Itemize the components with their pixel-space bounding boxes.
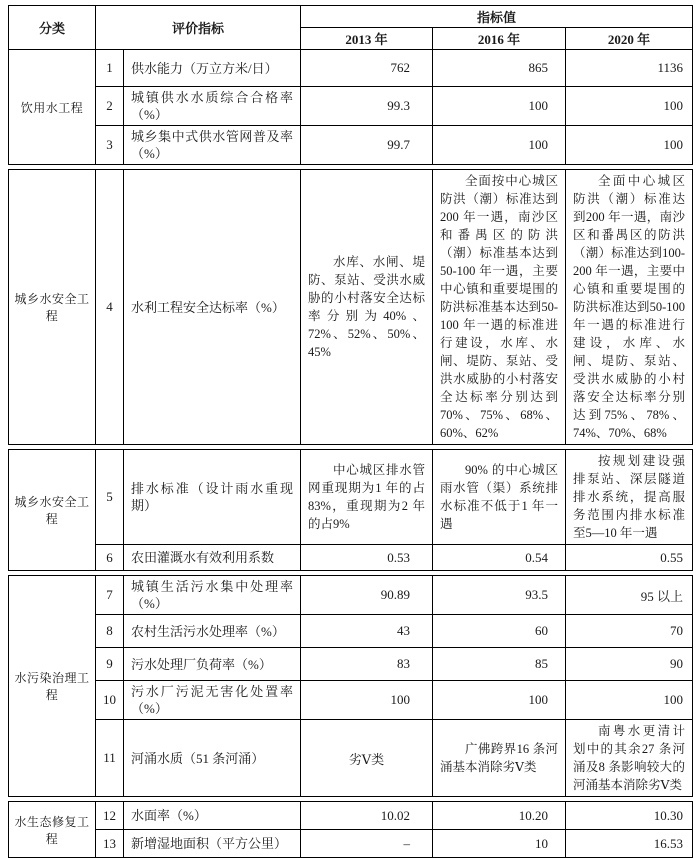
table-row [9,50,693,87]
value-cell-2016 [433,170,566,445]
value-cell-2016: 100 [433,87,566,126]
row-number: 7 [96,576,124,615]
paragraph: 水库、水闸、堤防、泵站、受洪水威胁的小村落安全达标率分别为40%、72%、52%、50%、45% [308,255,425,359]
value-cell-2016: 93.5 [433,576,566,615]
table-row [9,648,693,681]
value-cell-2016: 10.20 [433,802,566,830]
value-cell-2016: 865 [433,50,566,87]
header-year-2013: 2013 年 [301,28,433,50]
table-section-water-safety-2 [8,449,693,571]
value-cell-2016: 0.54 [433,545,566,571]
value-cell-2020: 70 [566,615,693,648]
value-cell-2020: 100 [566,87,693,126]
value-cell-2020: 10.30 [566,802,693,830]
indicator-cell: 农田灌溉水有效利用系数 [124,545,301,571]
row-number: 10 [96,681,124,720]
value-cell-2013: 99.3 [301,87,433,126]
category-cell: 饮用水工程 [9,50,96,165]
value-cell-2013: 83 [301,648,433,681]
value-cell-2016: 60 [433,615,566,648]
paragraph: 广佛跨界16 条河涌基本消除劣Ⅴ类 [440,742,558,774]
paragraph: 90% 的中心城区雨水管（渠）系统排水标准不低于1 年一遇 [440,463,558,531]
table-row [9,681,693,720]
value-cell-2013 [301,450,433,545]
value-cell-2020: 100 [566,126,693,165]
paragraph: 中心城区排水管网重现期为1 年的占83%，重现期为2 年的占9% [308,463,425,531]
header-category: 分类 [9,6,96,50]
paragraph: 全面中心城区防洪（潮）标准达到200 年一遇，南沙区和番禺区的防洪（潮）标准达到100-200 年一遇，主要中心镇和重要堤围的防洪标准达到50-100 年一遇的标准进行建设，水库、水闸、堤防、泵站、受洪水威胁的小村落安全达标率分别达到75%、78%、74%、70%、68% [573,174,685,440]
table-row [9,87,693,126]
value-cell-2020 [566,720,693,797]
table-row [9,170,693,445]
value-cell-2013: 100 [301,681,433,720]
table-section-pollution-control [8,575,693,797]
table-row [9,720,693,797]
value-cell-2016: 85 [433,648,566,681]
header-indicator: 评价指标 [96,6,301,50]
value-cell-2013: 0.53 [301,545,433,571]
value-cell-2020: 100 [566,681,693,720]
indicator-table [8,5,692,858]
table-row [9,576,693,615]
indicator-cell: 城镇生活污水集中处理率（%） [124,576,301,615]
category-cell: 水生态修复工程 [9,802,96,858]
row-number: 1 [96,50,124,87]
header-year-2016: 2016 年 [433,28,566,50]
indicator-cell: 新增湿地面积（平方公里） [124,830,301,858]
table-row [9,545,693,571]
value-cell-2013: 10.02 [301,802,433,830]
value-cell-2016 [433,450,566,545]
table-row [9,450,693,545]
value-cell-2020: 90 [566,648,693,681]
row-number: 6 [96,545,124,571]
value-cell-2013: 劣Ⅴ类 [301,720,433,797]
indicator-cell: 城镇供水水质综合合格率（%） [124,87,301,126]
value-cell-2016: 100 [433,681,566,720]
indicator-cell: 河涌水质（51 条河涌） [124,720,301,797]
indicator-cell: 水利工程安全达标率（%） [124,170,301,445]
indicator-cell: 供水能力（万立方米/日） [124,50,301,87]
value-cell-2013: 43 [301,615,433,648]
value-cell-2020: 95 以上 [566,576,693,615]
row-number: 8 [96,615,124,648]
value-cell-2020: 0.55 [566,545,693,571]
value-cell-2020 [566,170,693,445]
table-row [9,802,693,830]
row-number: 3 [96,126,124,165]
category-cell: 城乡水安全工程 [9,170,96,445]
row-number: 9 [96,648,124,681]
value-cell-2020: 16.53 [566,830,693,858]
value-cell-2020: 1136 [566,50,693,87]
category-cell: 水污染治理工程 [9,576,96,797]
category-cell: 城乡水安全工程 [9,450,96,571]
value-cell-2016: 10 [433,830,566,858]
value-cell-2013 [301,170,433,445]
paragraph: 南粤水更清计划中的其余27 条河涌及8 条影响较大的河涌基本消除劣Ⅴ类 [573,724,685,792]
header-year-2020: 2020 年 [566,28,693,50]
paragraph: 全面按中心城区防洪（潮）标准达到200 年一遇，南沙区和番禺区的防洪（潮）标准基本达到50-100 年一遇，主要中心镇和重要堤围的防洪标准基本达到50-100 年一遇的标准进行建设，水库、水闸、堤防、泵站、受洪水威胁的小村落安全达标率分别达到70%、75%、68%、60%、62% [440,174,558,440]
value-cell-2013: – [301,830,433,858]
value-cell-2013: 99.7 [301,126,433,165]
value-cell-2016 [433,720,566,797]
indicator-cell: 水面率（%） [124,802,301,830]
table-section-drinking-water [8,5,693,165]
table-section-ecology-restoration [8,801,693,858]
row-number: 4 [96,170,124,445]
row-number: 2 [96,87,124,126]
table-row [9,615,693,648]
value-cell-2016: 100 [433,126,566,165]
row-number: 13 [96,830,124,858]
indicator-cell: 排水标准（设计雨水重现期） [124,450,301,545]
paragraph: 按规划建设强排泵站、深层隧道排水系统，提高服务范围内排水标准至5—10 年一遇 [573,454,685,540]
value-cell-2013: 762 [301,50,433,87]
value-cell-2013: 90.89 [301,576,433,615]
indicator-cell: 城乡集中式供水管网普及率（%） [124,126,301,165]
row-number: 11 [96,720,124,797]
row-number: 5 [96,450,124,545]
table-section-water-safety-1 [8,169,693,445]
indicator-cell: 农村生活污水处理率（%） [124,615,301,648]
header-value-group: 指标值 [301,6,693,28]
table-row [9,126,693,165]
table-row [9,830,693,858]
indicator-cell: 污水处理厂负荷率（%） [124,648,301,681]
value-cell-2020 [566,450,693,545]
row-number: 12 [96,802,124,830]
indicator-cell: 污水厂污泥无害化处置率（%） [124,681,301,720]
